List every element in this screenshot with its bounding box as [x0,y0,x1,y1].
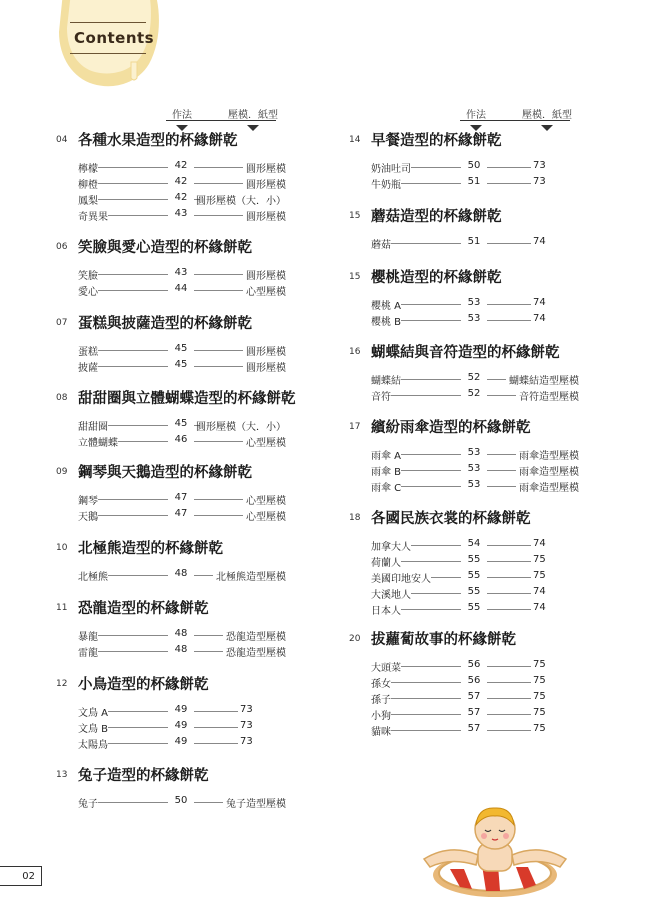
method-page: 53 [467,313,481,324]
section-heading [56,129,286,151]
template-page: 73 [240,704,253,715]
mold-type: 雨傘造型壓模 [519,451,579,462]
column-header-method-right [466,106,486,121]
toc-entry [56,627,286,643]
section-heading [56,387,296,409]
method-page: 55 [467,554,481,565]
leader-line [194,290,243,291]
toc-section [56,673,286,751]
section-title: 笑臉與愛心造型的杯緣餅乾 [78,240,252,256]
section-title: 北極熊造型的杯緣餅乾 [78,541,223,557]
entry-name: 立體蝴蝶 [78,434,118,449]
toc-section [349,129,579,191]
entry-name: 柳橙 [78,176,98,191]
column-header-mold-label: 壓模．紙型 [228,110,278,121]
entry-name: 雷龍 [78,644,98,659]
section-title: 蝴蝶結與音符造型的杯緣餅乾 [371,345,560,361]
toc-section [349,416,579,494]
leader-line [487,730,531,731]
toc-entry [349,387,579,403]
leader-line [96,515,168,516]
template-page: 74 [533,586,546,597]
entry-name: 暴龍 [78,628,98,643]
section-page-number: 10 [56,543,68,553]
mold-type: 圓形壓模 [246,363,286,374]
mold-type: 恐龍造型壓模 [226,632,286,643]
toc-entry [56,433,286,449]
section-title: 櫻桃造型的杯緣餅乾 [371,270,502,286]
leader-line [389,395,461,396]
entry-name: 小狗 [371,707,391,722]
toc-entry [349,159,579,175]
leader-line [487,379,506,380]
section-page-number: 18 [349,513,361,523]
section-heading [56,537,286,559]
template-page: 74 [533,602,546,613]
mold-type: 圓形壓模（大．小） [196,422,286,433]
entry-name: 荷蘭人 [371,554,401,569]
entry-name: 北極熊 [78,568,108,583]
method-page: 46 [174,434,188,445]
toc-section [56,236,286,298]
mold-type: 圓形壓模 [246,164,286,175]
template-page: 73 [240,720,253,731]
leader-line [194,441,243,442]
toc-entry [349,478,579,494]
entry-name: 雨傘 B [371,463,401,478]
leader-line [96,499,168,500]
toc-entry [349,585,579,601]
method-page: 42 [174,192,188,203]
leader-line [487,609,531,610]
entry-name: 牛奶瓶 [371,176,401,191]
entry-name: 愛心 [78,283,98,298]
leader-line [194,167,243,168]
toc-entry [56,735,286,751]
toc-entry [349,553,579,569]
section-heading [349,416,579,438]
leader-line [194,215,243,216]
section-heading [56,312,286,334]
toc-entry [349,569,579,585]
entry-name: 披薩 [78,359,98,374]
leader-line [487,304,531,305]
toc-entry [56,159,286,175]
leader-line [389,730,461,731]
toc-entry [56,491,286,507]
section-title: 繽紛雨傘造型的杯緣餅乾 [371,420,531,436]
method-page: 51 [467,236,481,247]
section-heading [56,764,286,786]
section-heading [56,597,286,619]
leader-line [487,545,531,546]
swimmer-cookie-illustration [420,805,570,900]
entry-name: 天鵝 [78,508,98,523]
section-heading [349,129,579,151]
mold-type: 蝴蝶結造型壓模 [509,376,579,387]
toc-entry [349,658,579,674]
toc-entry [56,191,286,207]
leader-line [194,274,243,275]
toc-entry [349,537,579,553]
entry-name: 文鳥 B [78,720,108,735]
section-page-number: 15 [349,211,361,221]
leader-line [194,499,243,500]
template-page: 75 [533,691,546,702]
method-page: 51 [467,176,481,187]
toc-entry [56,703,286,719]
entry-name: 鋼琴 [78,492,98,507]
leader-line [96,651,168,652]
section-title: 早餐造型的杯緣餅乾 [371,133,502,149]
section-title: 蛋糕與披薩造型的杯緣餅乾 [78,316,252,332]
leader-line [96,183,168,184]
leader-line [487,593,531,594]
toc-entry [349,690,579,706]
toc-entry [56,643,286,659]
toc-entry [56,282,286,298]
section-title: 各國民族衣裳的杯緣餅乾 [371,511,531,527]
template-page: 73 [533,176,546,187]
entry-name: 雨傘 A [371,447,401,462]
leader-line [487,454,516,455]
section-page-number: 11 [56,603,68,613]
method-page: 56 [467,659,481,670]
leader-line [487,682,531,683]
column-header-mold-label: 壓模．紙型 [522,110,572,121]
leader-line [194,651,223,652]
section-page-number: 09 [56,467,68,477]
section-heading [56,461,286,483]
entry-name: 甜甜圈 [78,418,108,433]
mold-type: 圓形壓模 [246,180,286,191]
leader-line [194,727,238,728]
section-page-number: 04 [56,135,68,145]
toc-entry [349,175,579,191]
template-page: 75 [533,570,546,581]
entry-name: 大頭菜 [371,659,401,674]
mold-type: 雨傘造型壓模 [519,483,579,494]
column-header-rule-left [166,120,276,121]
leader-line [194,575,213,576]
leader-line [96,199,168,200]
toc-section [56,387,296,449]
column-header-rule-right [460,120,570,121]
entry-name: 鳳梨 [78,192,98,207]
section-title: 拔蘿蔔故事的杯緣餅乾 [371,632,516,648]
leader-line [96,635,168,636]
leader-line [487,486,516,487]
mold-type: 圓形壓模（大．小） [196,196,286,207]
column-header-method-left [172,106,192,121]
section-title: 兔子造型的杯緣餅乾 [78,768,209,784]
template-page: 74 [533,236,546,247]
section-title: 甜甜圈與立體蝴蝶造型的杯緣餅乾 [78,391,296,407]
method-page: 57 [467,723,481,734]
method-page: 45 [174,359,188,370]
mold-type: 圓形壓模 [246,347,286,358]
section-page-number: 16 [349,347,361,357]
entry-name: 孫子 [371,691,391,706]
leader-line [487,243,531,244]
template-page: 73 [533,160,546,171]
leader-line [194,635,223,636]
leader-line [96,274,168,275]
entry-name: 太陽鳥 [78,736,108,751]
template-page: 74 [533,313,546,324]
leader-line [194,711,238,712]
section-heading [349,341,579,363]
toc-section [349,628,579,738]
section-page-number: 20 [349,634,361,644]
toc-section [349,266,579,328]
method-page: 43 [174,267,188,278]
entry-name: 蝴蝶結 [371,372,401,387]
method-page: 45 [174,343,188,354]
method-page: 43 [174,208,188,219]
template-page: 75 [533,707,546,718]
method-page: 53 [467,447,481,458]
leader-line [194,183,243,184]
leader-line [194,350,243,351]
mold-type: 雨傘造型壓模 [519,467,579,478]
toc-entry [56,719,286,735]
leader-line [389,698,461,699]
method-page: 42 [174,176,188,187]
entry-name: 美國印地安人 [371,570,431,585]
section-title: 各種水果造型的杯緣餅乾 [78,133,238,149]
toc-entry [349,235,579,251]
mold-type: 圓形壓模 [246,271,286,282]
mold-type: 心型壓模 [246,496,286,507]
entry-name: 音符 [371,388,391,403]
mold-type: 心型壓模 [246,287,286,298]
section-page-number: 13 [56,770,68,780]
method-page: 50 [174,795,188,806]
entry-name: 蘑菇 [371,236,391,251]
method-page: 48 [174,568,188,579]
leader-line [194,515,243,516]
method-page: 53 [467,479,481,490]
toc-section [349,205,579,251]
toc-section [56,461,286,523]
method-page: 53 [467,297,481,308]
leader-line [487,470,516,471]
section-page-number: 12 [56,679,68,689]
toc-section [56,537,286,583]
section-page-number: 07 [56,318,68,328]
method-page: 49 [174,736,188,747]
method-page: 42 [174,160,188,171]
mold-type: 兔子造型壓模 [226,799,286,810]
entry-name: 孫女 [371,675,391,690]
section-page-number: 17 [349,422,361,432]
method-page: 55 [467,570,481,581]
entry-name: 雨傘 C [371,479,401,494]
column-header-mold-left [228,106,278,121]
method-page: 49 [174,720,188,731]
method-page: 57 [467,691,481,702]
toc-entry [349,462,579,478]
badge-bottom-rule [70,53,146,54]
method-page: 47 [174,492,188,503]
toc-section [56,129,286,223]
leader-line [194,366,243,367]
toc-entry [56,417,286,433]
toc-entry [349,674,579,690]
toc-entry [349,312,579,328]
toc-entry [56,175,286,191]
entry-name: 兔子 [78,795,98,810]
leader-line [96,802,168,803]
toc-entry [56,567,286,583]
page-number: 02 [0,866,42,886]
toc-entry [349,601,579,617]
section-page-number: 14 [349,135,361,145]
method-page: 44 [174,283,188,294]
leader-line [487,698,531,699]
leader-line [487,395,516,396]
toc-entry [56,358,286,374]
entry-name: 笑臉 [78,267,98,282]
entry-name: 櫻桃 A [371,297,401,312]
entry-name: 日本人 [371,602,401,617]
toc-section [56,312,286,374]
section-heading [349,628,579,650]
leader-line [96,290,168,291]
method-page: 52 [467,388,481,399]
toc-entry [56,266,286,282]
entry-name: 大溪地人 [371,586,411,601]
template-page: 73 [240,736,253,747]
toc-section [349,341,579,403]
toc-entry [349,706,579,722]
section-title: 鋼琴與天鵝造型的杯緣餅乾 [78,465,252,481]
method-page: 56 [467,675,481,686]
column-header-method-label: 作法 [172,110,192,121]
entry-name: 奇異果 [78,208,108,223]
entry-name: 加拿大人 [371,538,411,553]
leader-line [96,350,168,351]
leader-line [96,366,168,367]
leader-line [194,743,238,744]
method-page: 55 [467,586,481,597]
toc-entry [349,446,579,462]
leader-line [487,561,531,562]
entry-name: 文鳥 A [78,704,108,719]
mold-type: 圓形壓模 [246,212,286,223]
mold-type: 音符造型壓模 [519,392,579,403]
section-heading [349,507,579,529]
method-page: 54 [467,538,481,549]
leader-line [389,714,461,715]
mold-type: 恐龍造型壓模 [226,648,286,659]
leader-line [389,682,461,683]
toc-entry [349,296,579,312]
leader-line [194,802,223,803]
method-page: 48 [174,628,188,639]
toc-entry [349,371,579,387]
section-page-number: 06 [56,242,68,252]
column-header-method-label: 作法 [466,110,486,121]
mold-type: 心型壓模 [246,438,286,449]
contents-label: Contents [74,29,155,47]
toc-section [56,764,286,810]
leader-line [487,183,531,184]
toc-entry [349,722,579,738]
template-page: 74 [533,297,546,308]
method-page: 57 [467,707,481,718]
badge-top-rule [70,22,146,23]
template-page: 75 [533,659,546,670]
entry-name: 奶油吐司 [371,160,411,175]
section-title: 小鳥造型的杯緣餅乾 [78,677,209,693]
toc-section [56,597,286,659]
section-title: 恐龍造型的杯緣餅乾 [78,601,209,617]
method-page: 52 [467,372,481,383]
method-page: 55 [467,602,481,613]
template-page: 75 [533,554,546,565]
entry-name: 蛋糕 [78,343,98,358]
section-heading [56,236,286,258]
method-page: 47 [174,508,188,519]
method-page: 45 [174,418,188,429]
section-page-number: 08 [56,393,68,403]
section-page-number: 15 [349,272,361,282]
section-title: 蘑菇造型的杯緣餅乾 [371,209,502,225]
leader-line [487,666,531,667]
leader-line [487,577,531,578]
method-page: 50 [467,160,481,171]
leader-line [487,320,531,321]
toc-entry [56,507,286,523]
mold-type: 北極熊造型壓模 [216,572,286,583]
mold-type: 心型壓模 [246,512,286,523]
leader-line [96,167,168,168]
section-heading [56,673,286,695]
entry-name: 櫻桃 B [371,313,401,328]
entry-name: 貓咪 [371,723,391,738]
toc-section [349,507,579,617]
toc-entry [56,794,286,810]
toc-entry [56,207,286,223]
template-page: 75 [533,675,546,686]
section-heading [349,205,579,227]
method-page: 48 [174,644,188,655]
leader-line [487,714,531,715]
entry-name: 檸檬 [78,160,98,175]
method-page: 49 [174,704,188,715]
toc-entry [56,342,286,358]
leader-line [487,167,531,168]
leader-line [389,243,461,244]
section-heading [349,266,579,288]
method-page: 53 [467,463,481,474]
column-header-mold-right [522,106,572,121]
template-page: 74 [533,538,546,549]
template-page: 75 [533,723,546,734]
